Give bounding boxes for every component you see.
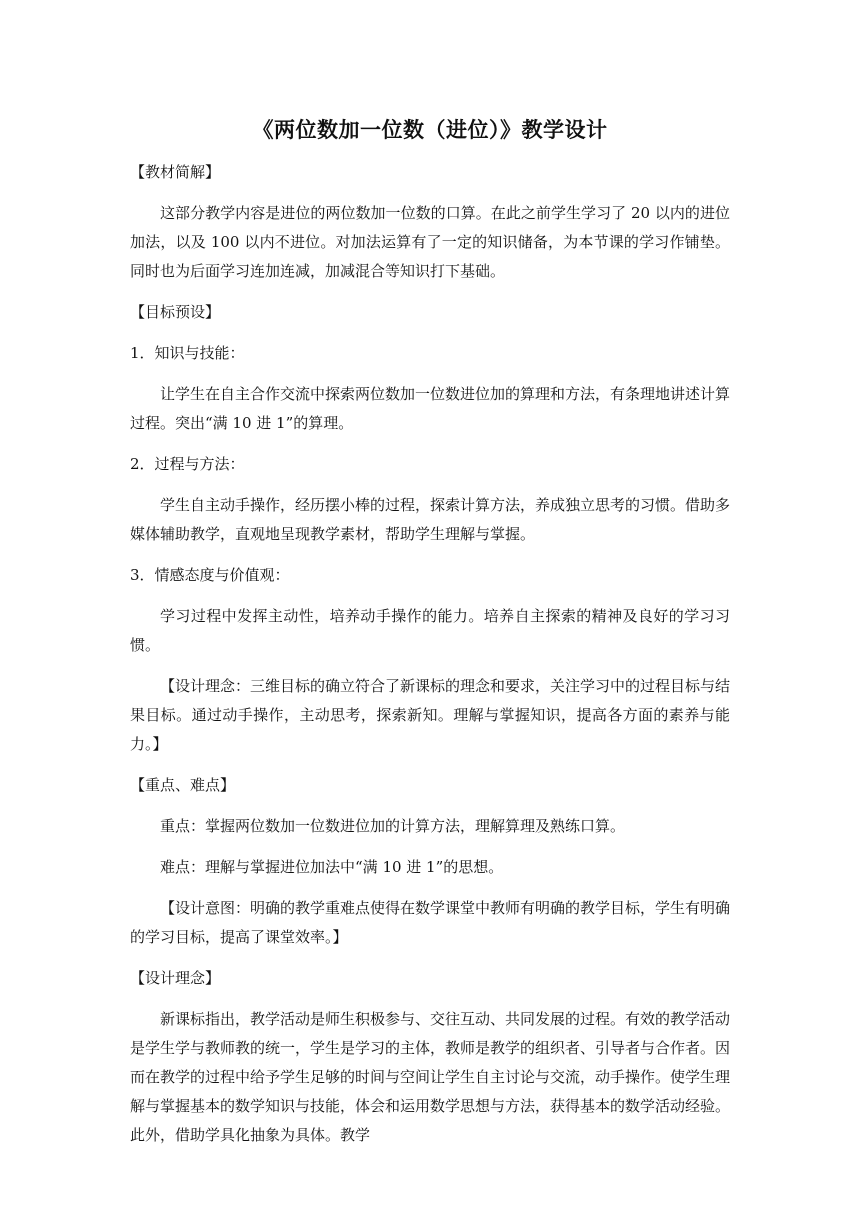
paragraph: 让学生在自主合作交流中探索两位数加一位数进位加的算理和方法，有条理地讲述计算过程。突出“满 10 进 1”的算理。	[130, 385, 731, 432]
subsection-heading: 1．知识与技能：	[130, 344, 245, 362]
paragraph: 学习过程中发挥主动性，培养动手操作的能力。培养自主探索的精神及良好的学习习惯。	[130, 607, 730, 654]
section-heading: 【目标预设】	[130, 303, 221, 321]
paragraph: 【设计理念：三维目标的确立符合了新课标的理念和要求，关注学习中的过程目标与结果目标。通过动手操作，主动思考，探索新知。理解与掌握知识，提高各方面的素养与能力。】	[130, 677, 731, 753]
document-body	[130, 158, 730, 1162]
paragraph: 难点：理解与掌握进位加法中“满 10 进 1”的思想。	[160, 858, 504, 876]
paragraph: 新课标指出，教学活动是师生积极参与、交往互动、共同发展的过程。有效的教学活动是学生学与教师教的统一，学生是学习的主体，教师是教学的组织者、引导者与合作者。因而在教学的过程中给予学生足够的时间与空间让学生自主讨论与交流，动手操作。使学生理解与掌握基本的数学知识与技能，体会和运用数学思想与方法，获得基本的数学活动经验。此外，借助学具化抽象为具体。教学	[130, 1010, 731, 1144]
paragraph: 重点：掌握两位数加一位数进位加的计算方法，理解算理及熟练口算。	[160, 817, 626, 835]
paragraph: 这部分教学内容是进位的两位数加一位数的口算。在此之前学生学习了 20 以内的进位加法，以及 100 以内不进位。对加法运算有了一定的知识储备，为本节课的学习作铺垫。同时也为后面学习连加连减，加减混合等知识打下基础。	[130, 204, 730, 280]
subsection-heading: 3．情感态度与价值观：	[130, 566, 290, 584]
paragraph: 【设计意图：明确的教学重难点使得在数学课堂中教师有明确的教学目标，学生有明确的学习目标，提高了课堂效率。】	[130, 899, 731, 946]
document-title: 《两位数加一位数（进位）》教学设计	[252, 118, 608, 142]
section-heading: 【教材简解】	[130, 163, 221, 181]
section-heading: 【设计理念】	[130, 969, 221, 987]
section-heading: 【重点、难点】	[130, 776, 236, 794]
paragraph: 学生自主动手操作，经历摆小棒的过程，探索计算方法，养成独立思考的习惯。借助多媒体辅助教学，直观地呈现教学素材，帮助学生理解与掌握。	[130, 496, 731, 543]
subsection-heading: 2．过程与方法：	[130, 455, 245, 473]
